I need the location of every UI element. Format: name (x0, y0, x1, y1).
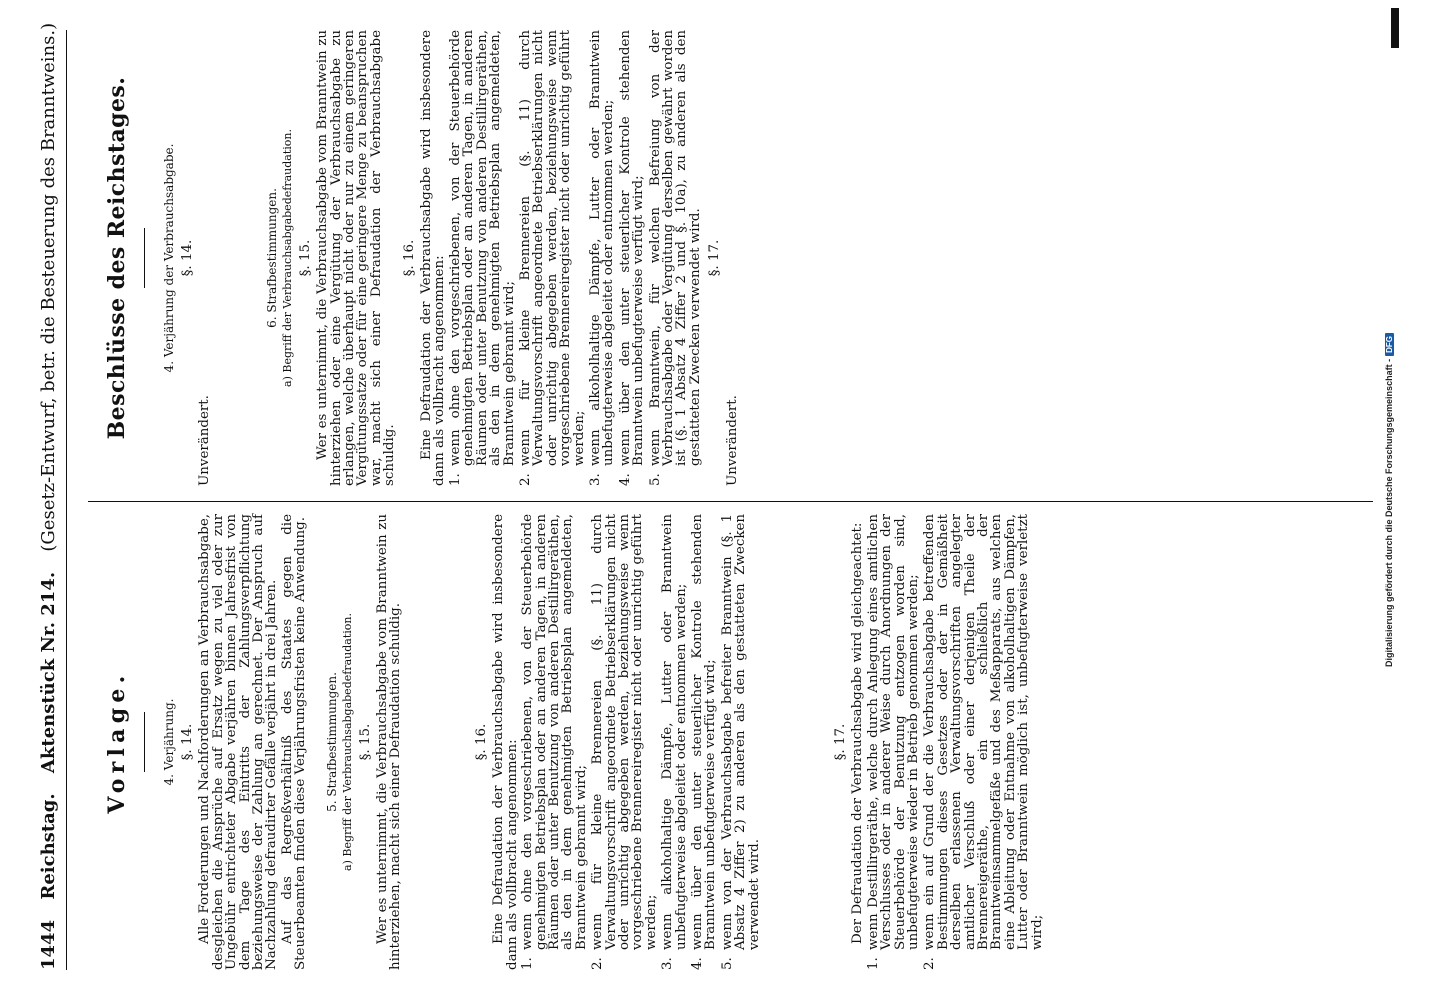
header-reichstag: Reichstag. (38, 793, 59, 900)
header-aktenstueck: Aktenstück Nr. 214. (38, 571, 59, 774)
list-item-number: 3. (587, 473, 603, 486)
paragraph-number: §. 16. (473, 723, 489, 761)
list-item-text: wenn ein auf Grund der die Verbrauchsabgabe betreffenden Bestimmungen dieses Gesetzes oder der in Gemäßheit derselben erlassenen Verwaltungsvorschriften angelegter amtlicher Verschluß oder einer derjenigen Theile der Brennereigeräthe, ein schließlich der Branntweinsammelgefäße und des Meßapparats, aus welchen eine Ableitung oder Entnahme von alkoholhaltigen Dämpfen, Lutter oder Branntwein möglich ist, unbefugterweise verletzt wird; (922, 514, 1045, 950)
list-item-text: wenn über den unter steuerlicher Kontrole stehenden Branntwein unbefugterweise verfügt wird; (689, 514, 719, 950)
column-beschluesse (88, 30, 1373, 486)
paragraph-text: Unverändert. (197, 395, 213, 486)
title-rule (144, 228, 145, 288)
paragraph-text: Wer es unternimmt, die Verbrauchsabgabe vom Branntwein zu hinterziehen oder eine Vergütung der Verbrauchsabgabe zu erlangen, welche überhaupt nicht oder nur zu einem geringeren Vergütungssatze oder für eine geringere Menge zu beanspruchen war, macht sich einer Defraudation der Verbrauchsabgabe schuldig. (315, 30, 398, 486)
paragraph-number: §. 17. (833, 723, 848, 761)
dfg-logo: DFG (1385, 333, 1394, 356)
list-item (589, 30, 616, 486)
paragraph-text: Eine Defraudation der Verbrauchsabgabe wird insbesondere dann als vollbracht angenommen: (419, 30, 448, 486)
column-title-vorlage: Vorlage. (104, 670, 130, 814)
list-item (519, 30, 586, 486)
paragraph-text: Eine Defraudation der Verbrauchsabgabe wird insbesondere dann als vollbracht angenommen: (491, 514, 520, 970)
title-rule (144, 712, 145, 772)
list-item (591, 514, 658, 970)
paragraph-number: §. 15. (297, 239, 313, 277)
enumerated-list (867, 514, 1044, 970)
subsection-heading: a) Begriff der Verbrauchsabgabedefraudation. (280, 129, 294, 387)
list-item (721, 514, 761, 970)
list-item (649, 30, 703, 486)
column-title-beschluesse: Beschlüsse des Reichstages. (104, 76, 130, 440)
list-item (449, 30, 516, 486)
list-item-number: 1. (865, 957, 881, 970)
section-heading: 4. Verjährung. (162, 698, 176, 786)
header-subject: (Gesetz-Entwurf, betr. die Besteuerung des Branntweins.) (38, 22, 59, 552)
list-item (691, 514, 718, 970)
column-divider (88, 501, 1373, 502)
list-item-text: wenn von der Verbrauchsabgabe befreiter Branntwein (§. 1 Absatz 4 Ziffer 2) zu anderen als den gestatteten Zwecken verwendet wird. (719, 514, 762, 950)
list-item-number: 2. (590, 957, 606, 970)
scan-marker (1391, 8, 1399, 48)
list-item-text: wenn ohne den vorgeschriebenen, von der Steuerbehörde genehmigten Betriebsplan oder an anderen Tagen, in anderen Räumen oder unter Benutzung von anderen Destillirgeräthen, als den in dem genehmigten Betriebsplan angemeldeten, Branntwein gebrannt wird; (447, 30, 517, 466)
list-item (923, 514, 1044, 970)
paragraph-number: §. 15. (357, 723, 373, 761)
running-header (38, 22, 67, 970)
list-item (619, 30, 646, 486)
list-item-text: wenn Destillirgeräthe, welche durch Anlegung eines amtlichen Verschlusses oder in anderer Weise durch Anordnungen der Steuerbehörde der Benutzung entzogen worden sind, unbefugterweise wieder in Betrieb genommen werden; (865, 514, 922, 950)
paragraph-text: Alle Forderungen und Nachforderungen an Verbrauchsabgabe, desgleichen die Ansprüche auf Ersatz wegen zu viel oder zur Ungebühr entrichteter Abgabe verjähren binnen Jahresfrist von dem Tage des Eintritts der Zahlungsverpflichtung beziehungsweise der Zahlung an gerechnet. Der Anspruch auf Nachzahlung defraudirter Gefälle verjährt in drei Jahren. (197, 514, 280, 970)
list-item (867, 514, 921, 970)
subsection-heading: a) Begriff der Verbrauchsabgabedefraudation. (340, 613, 354, 871)
list-item-text: wenn ohne den vorgeschriebenen, von der Steuerbehörde genehmigten Betriebsplan oder an anderen Tagen, in anderen Räumen oder unter Benutzung von anderen Destillirgeräthen, als den in dem genehmigten Betriebsplan angemeldeten, Branntwein gebrannt wird; (520, 514, 589, 950)
list-item-number: 3. (660, 957, 676, 970)
list-item-number: 5. (647, 473, 663, 486)
column-vorlage (88, 514, 1373, 970)
list-item-text: wenn über den unter steuerlicher Kontrole stehenden Branntwein unbefugterweise verfügt wird; (617, 30, 647, 466)
list-item-number: 2. (922, 957, 938, 970)
list-item (521, 514, 588, 970)
paragraph-text: Wer es unternimmt, die Verbrauchsabgabe vom Branntwein zu hinterziehen, macht sich einer Defraudation schuldig. (375, 514, 404, 970)
list-item-text: wenn alkoholhaltige Dämpfe, Lutter oder Branntwein unbefugterweise abgeleitet oder entnommen werden; (660, 514, 689, 950)
paragraph-number: §. 14. (180, 723, 195, 761)
section-heading: 4. Verjährung der Verbrauchsabgabe. (162, 143, 176, 373)
paragraph-number: §. 17. (707, 239, 723, 277)
list-item-text: wenn für kleine Brennereien (§. 11) durch Verwaltungsvorschrift angeordnete Betriebserklärungen nicht oder unrichtig abgegeben werden, beziehungsweise wenn vorgeschriebene Brennereiregister nicht oder unrichtig geführt werden; (517, 30, 587, 466)
list-item-number: 4. (617, 473, 633, 486)
list-item-text: wenn alkoholhaltige Dämpfe, Lutter oder Branntwein unbefugterweise abgeleitet oder entnommen werden; (587, 30, 617, 466)
list-item-number: 1. (447, 473, 463, 486)
paragraph-number: §. 16. (401, 239, 417, 277)
section-heading: 5. Strafbestimmungen. (324, 672, 339, 812)
enumerated-list (449, 30, 702, 486)
enumerated-list (521, 514, 761, 970)
credit-text: Digitalisierung gefördert durch die Deutsche Forschungsgemeinschaft - (1384, 358, 1394, 667)
paragraph-number: §. 14. (180, 239, 195, 277)
list-item-text: wenn Branntwein, für welchen Befreiung von der Verbrauchsabgabe oder Vergütung derselben gewährt worden ist (§. 1 Absatz 4 Ziffer 2 und §. 10a), zu anderen als den gestatteten Zwecken verwendet wird. (647, 30, 703, 466)
paragraph-text: Der Defraudation der Verbrauchsabgabe wird gleichgeachtet: (850, 522, 866, 944)
page-number: 1444 (38, 919, 59, 970)
list-item-number: 2. (517, 473, 533, 486)
section-heading: 6. Strafbestimmungen. (264, 188, 279, 328)
list-item-number: 1. (520, 957, 536, 970)
list-item-text: wenn für kleine Brennereien (§. 11) durch Verwaltungsvorschrift angeordnete Betriebserklärungen nicht oder unrichtig abgegeben werden, beziehungsweise wenn vorgeschriebene Brennereiregister nicht oder unrichtig geführt werden; (590, 514, 659, 950)
list-item-number: 4. (689, 957, 705, 970)
list-item-number: 5. (719, 957, 735, 970)
digitization-credit (1384, 0, 1398, 1000)
list-item (661, 514, 688, 970)
paragraph-text: Auf das Regreßverhältniß des Staates gegen die Steuerbeamten finden diese Verjährungsfristen keine Anwendung. (279, 514, 309, 970)
paragraph-text: Unverändert. (724, 395, 740, 486)
